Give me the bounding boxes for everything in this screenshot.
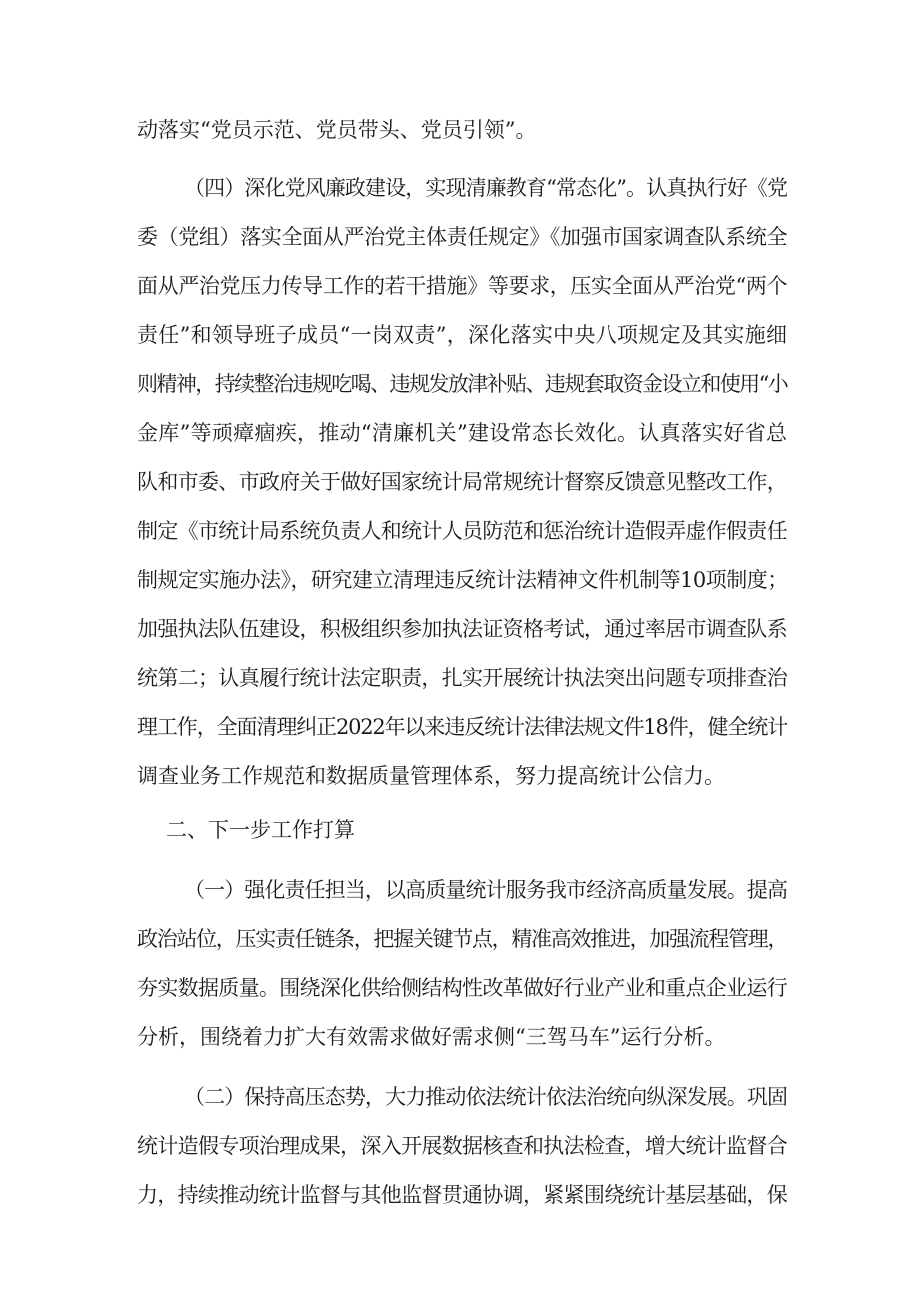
paragraph-line: 面从严治党压力传导工作的若干措施》等要求，压实全面从严治党“两个 xyxy=(137,274,787,298)
paragraph-line: 制定《市统计局系统负责人和统计人员防范和惩治统计造假弄虚作假责任 xyxy=(137,519,787,543)
paragraph-line: 理工作，全面清理纠正2022年以来违反统计法律法规文件18件，健全统计 xyxy=(137,715,787,739)
paragraph-line: 力，持续推动统计监督与其他监督贯通协调，紧紧围绕统计基层基础，保 xyxy=(137,1183,787,1207)
paragraph-line: 责任”和领导班子成员“一岗双责”，深化落实中央八项规定及其实施细 xyxy=(137,323,787,347)
paragraph-line: 统计造假专项治理成果，深入开展数据核查和执法检查，增大统计监督合 xyxy=(137,1134,787,1158)
paragraph-line: 加强执法队伍建设，积极组织参加执法证资格考试，通过率居市调查队系 xyxy=(137,617,787,641)
paragraph-line: 调查业务工作规范和数据质量管理体系，努力提高统计公信力。 xyxy=(137,764,725,788)
paragraph-line: （四）深化党风廉政建设，实现清廉教育“常态化”。认真执行好《党 xyxy=(184,176,787,200)
paragraph-line: （二）保持高压态势，大力推动依法统计依法治统向纵深发展。巩固 xyxy=(184,1085,787,1109)
paragraph-line: 分析，围绕着力扩大有效需求做好需求侧“三驾马车”运行分析。 xyxy=(137,1025,726,1049)
paragraph-line: 金库”等顽瘴痼疾，推动“清廉机关”建设常态长效化。认真落实好省总 xyxy=(137,421,787,445)
paragraph-line: 委（党组）落实全面从严治党主体责任规定》《加强市国家调查队系统全 xyxy=(137,225,787,249)
section-heading: 二、下一步工作打算 xyxy=(166,818,355,842)
paragraph-line: 夯实数据质量。围绕深化供给侧结构性改革做好行业产业和重点企业运行 xyxy=(137,976,787,1000)
paragraph-line: 制规定实施办法》，研究建立清理违反统计法精神文件机制等10项制度； xyxy=(137,568,788,592)
paragraph-line: 统第二；认真履行统计法定职责，扎实开展统计执法突出问题专项排查治 xyxy=(137,666,787,690)
paragraph-line: 队和市委、市政府关于做好国家统计局常规统计督察反馈意见整改工作， xyxy=(137,470,787,494)
paragraph-line: 动落实“党员示范、党员带头、党员引领”。 xyxy=(137,118,537,142)
paragraph-line: （一）强化责任担当，以高质量统计服务我市经济高质量发展。提高 xyxy=(184,878,787,902)
paragraph-line: 政治站位，压实责任链条，把握关键节点，精准高效推进，加强流程管理， xyxy=(137,927,787,951)
paragraph-line: 则精神，持续整治违规吃喝、违规发放津补贴、违规套取资金设立和使用“小 xyxy=(137,372,787,396)
